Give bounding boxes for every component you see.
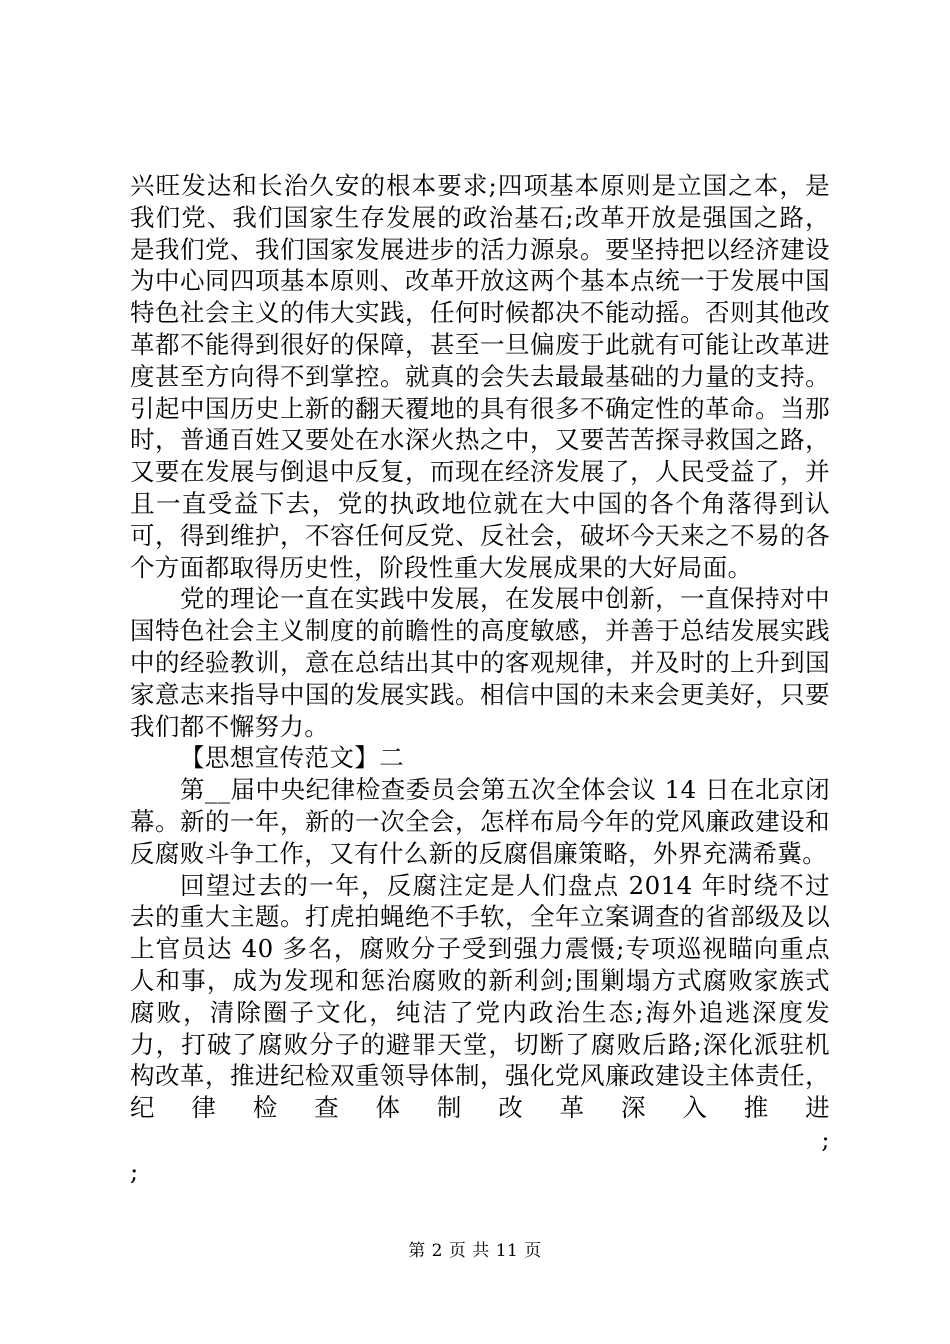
trailing-semicolon-left: ; <box>130 1156 139 1186</box>
paragraph-plenary-session: 第__届中央纪律检查委员会第五次全体会议 14 日在北京闭幕。新的一年，新的一次全会，怎样布局今年的党风廉政建设和反腐败斗争工作，又有什么新的反腐倡廉策略，外界充满希冀。 <box>130 775 830 868</box>
page-number-footer: 第 2 页 共 11 页 <box>408 1241 542 1261</box>
paragraph-anti-corruption-review: 回望过去的一年，反腐注定是人们盘点 2014 年时绕不过去的重大主题。打虎拍蝇绝不手软，全年立案调查的省部级及以上官员达 40 多名，腐败分子受到强力震慑;专项巡视瞄向重点人和事，成为发现和惩治腐败的新利剑;围剿塌方式腐败家族式腐败，清除圈子文化，纯洁了党内政治生态;海外追逃深度发力，打破了腐败分子的避罪天堂，切断了腐败后路;深化派驻机构改革，推进纪检双重领导体制，强化党风廉政建设主体责任，纪律检查体制改革深入推进 <box>130 870 830 1123</box>
document-body <box>130 170 830 1188</box>
paragraph-party-theory: 党的理论一直在实践中发展，在发展中创新，一直保持对中国特色社会主义制度的前瞻性的高度敏感，并善于总结发展实践中的经验教训，意在总结出其中的客观规律，并及时的上升到国家意志来指导中国的发展实践。相信中国的未来会更美好，只要我们都不懈努力。 <box>130 584 830 741</box>
paragraph-continuation: 兴旺发达和长治久安的根本要求;四项基本原则是立国之本，是我们党、我们国家生存发展的政治基石;改革开放是强国之路，是我们党、我们国家发展进步的活力源泉。要坚持把以经济建设为中心同四项基本原则、改革开放这两个基本点统一于发展中国特色社会主义的伟大实践，任何时候都决不能动摇。否则其他改革都不能得到很好的保障，甚至一旦偏废于此就有可能让改革进度甚至方向得不到掌控。就真的会失去最最基础的力量的支持。引起中国历史上新的翻天覆地的具有很多不确定性的革命。当那时，普通百姓又要处在水深火热之中，又要苦苦探寻救国之路，又要在发展与倒退中反复，而现在经济发展了，人民受益了，并且一直受益下去，党的执政地位就在大中国的各个角落得到认可，得到维护，不容任何反党、反社会，破坏今天来之不易的各个方面都取得历史性，阶段性重大发展成果的大好局面。 <box>130 171 830 582</box>
trailing-semicolon-right: ; <box>821 1124 830 1154</box>
section-heading: 【思想宣传范文】二 <box>180 743 405 773</box>
